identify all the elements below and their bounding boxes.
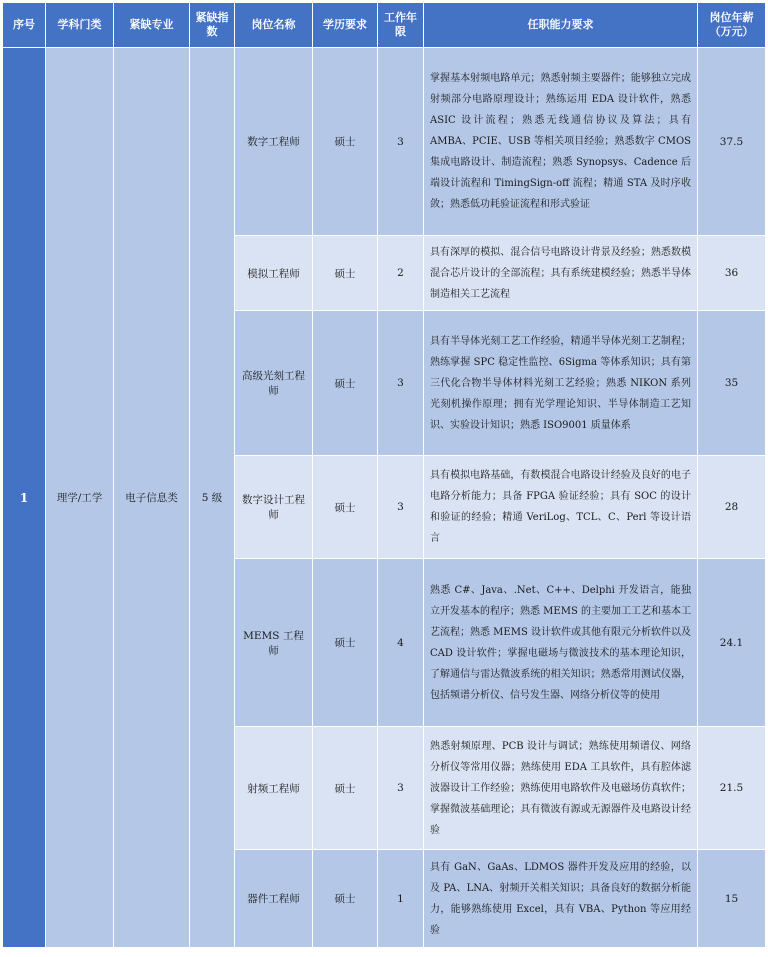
years-cell: 3	[378, 456, 424, 559]
years-cell: 3	[378, 311, 424, 456]
salary-cell: 35	[698, 311, 766, 456]
header-requirements: 任职能力要求	[424, 3, 698, 48]
requirements-cell: 具有深厚的模拟、混合信号电路设计背景及经验；熟悉数模混合芯片设计的全部流程；具有系统建模经验；熟悉半导体制造相关工艺流程	[424, 236, 698, 311]
salary-cell: 37.5	[698, 48, 766, 236]
major-cell: 电子信息类	[114, 48, 190, 948]
education-cell: 硕士	[313, 456, 378, 559]
requirements-cell: 具有半导体光刻工艺工作经验，精通半导体光刻工艺制程；熟练掌握 SPC 稳定性监控、6Sigma 等体系知识；具有第三代化合物半导体材料光刻工艺经验；熟悉 NIKON 系列光刻机操作原理；拥有光学理论知识、半导体制造工艺知识、实验设计知识；熟悉 ISO9001 质量体系	[424, 311, 698, 456]
education-cell: 硕士	[313, 48, 378, 236]
header-position: 岗位名称	[235, 3, 313, 48]
position-cell: 数字设计工程师	[235, 456, 313, 559]
header-years: 工作年限	[378, 3, 424, 48]
discipline-cell: 理学/工学	[46, 48, 114, 948]
salary-cell: 28	[698, 456, 766, 559]
header-seq: 序号	[3, 3, 46, 48]
years-cell: 3	[378, 727, 424, 850]
requirements-cell: 熟悉 C#、Java、.Net、C++、Delphi 开发语言，能独立开发基本的程序；熟悉 MEMS 的主要加工工艺和基本工艺流程；熟悉 MEMS 设计软件或其他有限元分析软件以及 CAD 设计软件；掌握电磁场与微波技术的基本理论知识，了解通信与雷达微波系统的相关知识；熟悉常用测试仪器，包括频谱分析仪、信号发生器、网络分析仪等的使用	[424, 559, 698, 727]
salary-cell: 15	[698, 850, 766, 948]
requirements-cell: 熟悉射频原理、PCB 设计与调试；熟练使用频谱仪、网络分析仪等常用仪器；熟练使用 EDA 工具软件，具有腔体滤波器设计工作经验；熟练使用电路软件及电磁场仿真软件；掌握微波基础理论；具有微波有源或无源器件及电路设计经验	[424, 727, 698, 850]
education-cell: 硕士	[313, 559, 378, 727]
education-cell: 硕士	[313, 727, 378, 850]
header-salary: 岗位年薪（万元）	[698, 3, 766, 48]
years-cell: 1	[378, 850, 424, 948]
salary-cell: 21.5	[698, 727, 766, 850]
position-cell: MEMS 工程师	[235, 559, 313, 727]
header-major: 紧缺专业	[114, 3, 190, 48]
requirements-cell: 掌握基本射频电路单元；熟悉射频主要器件；能够独立完成射频部分电路原理设计；熟练运用 EDA 设计软件，熟悉 ASIC 设计流程；熟悉无线通信协议及算法；具有 AMBA、PCIE、USB 等相关项目经验；熟悉数字 CMOS 集成电路设计、制造流程；熟悉 Synopsys、Cadence 后端设计流程和 TimingSign-off 流程；精通 STA 及时序收敛；熟悉低功耗验证流程和形式验证	[424, 48, 698, 236]
table-row	[3, 48, 766, 236]
education-cell: 硕士	[313, 311, 378, 456]
years-cell: 2	[378, 236, 424, 311]
position-cell: 高级光刻工程师	[235, 311, 313, 456]
header-discipline: 学科门类	[46, 3, 114, 48]
salary-cell: 24.1	[698, 559, 766, 727]
years-cell: 4	[378, 559, 424, 727]
job-requirements-table	[2, 2, 766, 948]
requirements-cell: 具有 GaN、GaAs、LDMOS 器件开发及应用的经验，以及 PA、LNA、射频开关相关知识；具备良好的数据分析能力，能够熟练使用 Excel，具有 VBA、Python 等应用经验	[424, 850, 698, 948]
header-education: 学历要求	[313, 3, 378, 48]
education-cell: 硕士	[313, 850, 378, 948]
seq-cell: 1	[3, 48, 46, 948]
position-cell: 射频工程师	[235, 727, 313, 850]
education-cell: 硕士	[313, 236, 378, 311]
position-cell: 模拟工程师	[235, 236, 313, 311]
header-index: 紧缺指数	[190, 3, 235, 48]
position-cell: 数字工程师	[235, 48, 313, 236]
salary-cell: 36	[698, 236, 766, 311]
index-cell: 5 级	[190, 48, 235, 948]
years-cell: 3	[378, 48, 424, 236]
position-cell: 器件工程师	[235, 850, 313, 948]
header-row	[3, 3, 766, 48]
requirements-cell: 具有模拟电路基础，有数模混合电路设计经验及良好的电子电路分析能力；具备 FPGA 验证经验；具有 SOC 的设计和验证的经验；精通 VeriLog、TCL、C、Perl 等设计语言	[424, 456, 698, 559]
